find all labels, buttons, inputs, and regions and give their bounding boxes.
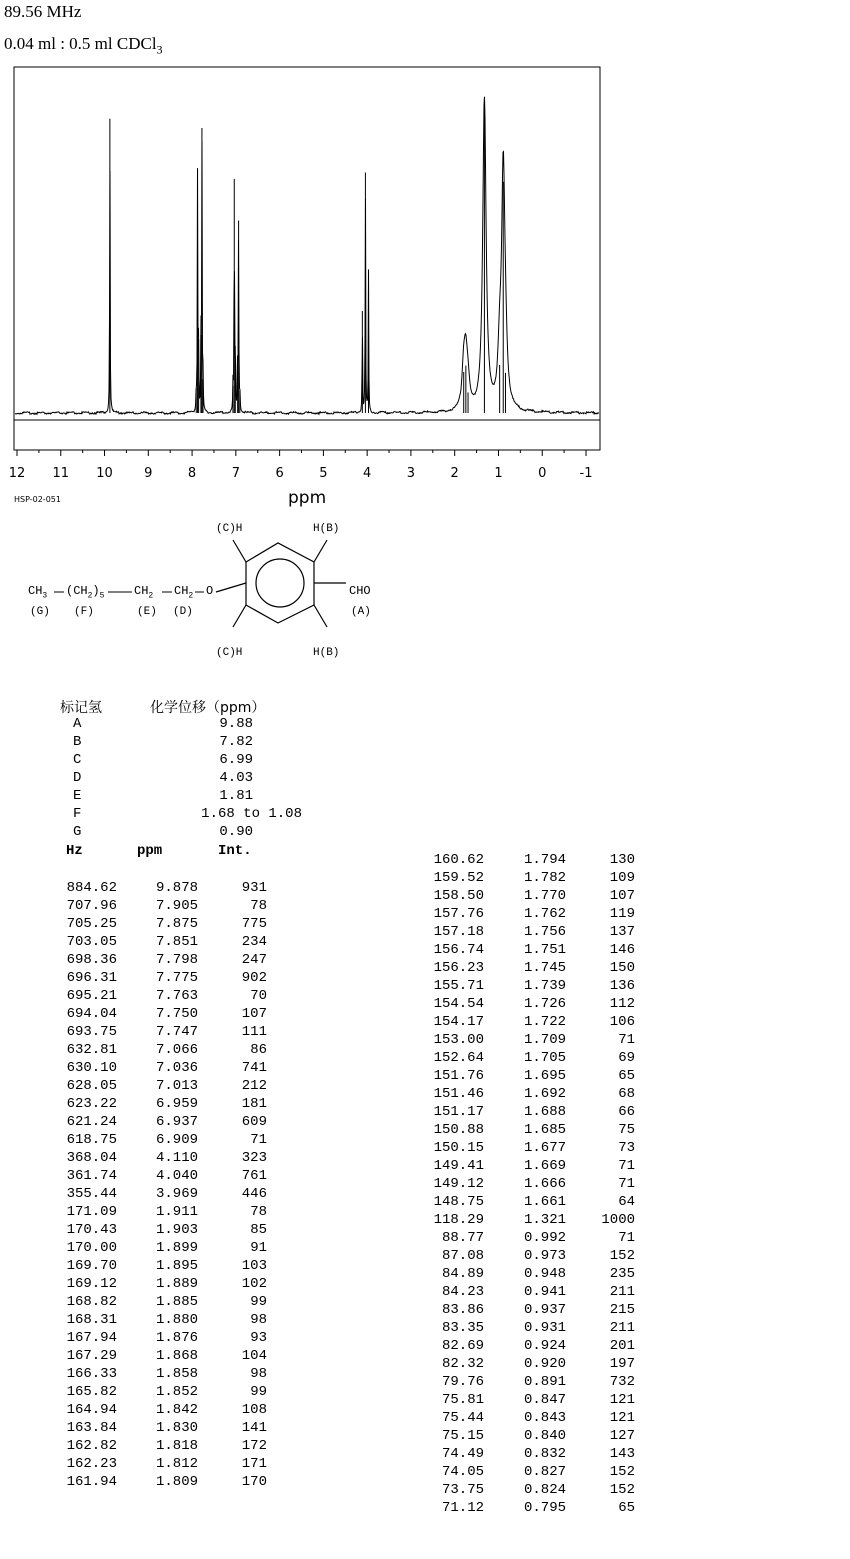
peak-int: 99 [250, 1294, 267, 1310]
peak-int: 66 [618, 1104, 635, 1120]
peak-hz: 162.82 [66, 1438, 117, 1454]
peak-ppm: 0.843 [523, 1410, 566, 1426]
ch2n-close: ) [92, 584, 100, 598]
peak-int: 93 [250, 1330, 267, 1346]
peak-ppm: 0.827 [523, 1464, 566, 1480]
assignment-shift: 4.03 [219, 770, 253, 786]
peak-int: 1000 [601, 1212, 635, 1228]
peak-ppm: 1.868 [155, 1348, 198, 1364]
peak-int: 98 [250, 1312, 267, 1328]
label-hb-bottom: H(B) [313, 647, 340, 659]
peak-hz: 154.17 [433, 1014, 484, 1030]
peak-int: 121 [609, 1392, 635, 1408]
assignment-shift: 9.88 [219, 716, 253, 732]
peak-ppm: 1.692 [523, 1086, 566, 1102]
peak-ppm: 4.040 [155, 1168, 198, 1184]
peak-int: 70 [250, 988, 267, 1004]
peak-int: 99 [250, 1384, 267, 1400]
peak-hz: 79.76 [441, 1374, 484, 1390]
peak-int: 212 [241, 1078, 267, 1094]
peak-hz: 368.04 [66, 1150, 117, 1166]
peak-int: 71 [618, 1230, 635, 1246]
peak-hz: 149.41 [433, 1158, 484, 1174]
peak-hz: 159.52 [433, 870, 484, 886]
spectrometer-frequency: 89.56 MHz [4, 2, 82, 21]
peak-hz: 150.88 [433, 1122, 484, 1138]
peak-hz: 74.05 [441, 1464, 484, 1480]
peak-ppm: 1.903 [155, 1222, 198, 1238]
peak-ppm: 6.959 [155, 1096, 198, 1112]
peak-ppm: 0.948 [523, 1266, 566, 1282]
peak-hz: 623.22 [66, 1096, 117, 1112]
peak-int: 127 [609, 1428, 635, 1444]
bond-oxygen-ring [216, 583, 246, 592]
peak-header-ppm: ppm [137, 843, 163, 859]
peak-int: 108 [241, 1402, 267, 1418]
peak-hz: 84.89 [441, 1266, 484, 1282]
sample-concentration-text: 0.04 ml : 0.5 ml CDCl [4, 34, 157, 53]
peak-int: 152 [609, 1482, 635, 1498]
ch3-sub: 3 [42, 591, 48, 601]
peak-int: 71 [618, 1158, 635, 1174]
peak-hz: 157.76 [433, 906, 484, 922]
ch2d-sub: 2 [188, 591, 194, 601]
ch2n-sub: 2 [87, 591, 93, 601]
peak-ppm: 1.745 [523, 960, 566, 976]
nmr-spectrum-chart [0, 0, 850, 520]
ch2d-text: CH [174, 584, 189, 598]
peak-hz: 630.10 [66, 1060, 117, 1076]
peak-int: 104 [241, 1348, 267, 1364]
peak-hz: 75.44 [441, 1410, 484, 1426]
peak-int: 609 [241, 1114, 267, 1130]
x-tick-label: 0 [538, 466, 547, 481]
peak-int: 446 [241, 1186, 267, 1202]
peak-header-int: Int. [218, 843, 252, 859]
peak-hz: 695.21 [66, 988, 117, 1004]
peak-ppm: 1.858 [155, 1366, 198, 1382]
ether-oxygen: O [206, 584, 214, 598]
peak-ppm: 1.695 [523, 1068, 566, 1084]
peak-ppm: 0.973 [523, 1248, 566, 1264]
peak-ppm: 1.876 [155, 1330, 198, 1346]
peak-int: 211 [609, 1320, 635, 1336]
x-tick-label: 7 [231, 466, 240, 481]
peak-ppm: 6.937 [155, 1114, 198, 1130]
peak-hz: 707.96 [66, 898, 117, 914]
peak-ppm: 1.809 [155, 1474, 198, 1490]
peak-hz: 151.17 [433, 1104, 484, 1120]
x-tick-label: 4 [363, 466, 372, 481]
peak-int: 775 [241, 916, 267, 932]
peak-hz: 167.29 [66, 1348, 117, 1364]
peak-int: 235 [609, 1266, 635, 1282]
peak-hz: 161.94 [66, 1474, 117, 1490]
peak-int: 86 [250, 1042, 267, 1058]
peak-int: 71 [618, 1032, 635, 1048]
plot-frame [14, 67, 600, 450]
peak-int: 121 [609, 1410, 635, 1426]
peak-ppm: 1.889 [155, 1276, 198, 1292]
peak-hz: 165.82 [66, 1384, 117, 1400]
x-tick-label: 6 [275, 466, 284, 481]
peak-hz: 88.77 [441, 1230, 484, 1246]
peak-int: 69 [618, 1050, 635, 1066]
assignment-label: G [73, 824, 82, 840]
peak-int: 732 [609, 1374, 635, 1390]
ch2n-n: 5 [99, 591, 105, 601]
peak-ppm: 1.688 [523, 1104, 566, 1120]
sample-subscript: 3 [156, 42, 163, 57]
x-tick-label: 12 [8, 466, 26, 481]
peak-int: 102 [241, 1276, 267, 1292]
peak-hz: 621.24 [66, 1114, 117, 1130]
peak-hz: 155.71 [433, 978, 484, 994]
peak-ppm: 7.066 [155, 1042, 198, 1058]
assignment-shift: 1.68 to 1.08 [201, 806, 302, 822]
x-tick-label: 10 [96, 466, 113, 481]
peak-hz: 149.12 [433, 1176, 484, 1192]
peak-ppm: 1.705 [523, 1050, 566, 1066]
peak-hz: 148.75 [433, 1194, 484, 1210]
peak-ppm: 1.852 [155, 1384, 198, 1400]
peak-ppm: 4.110 [155, 1150, 198, 1166]
peak-ppm: 0.795 [523, 1500, 566, 1516]
peak-int: 71 [618, 1176, 635, 1192]
peak-int: 75 [618, 1122, 635, 1138]
assignment-col-shift: 化学位移（ppm） [150, 700, 266, 716]
peak-hz: 355.44 [66, 1186, 117, 1202]
peak-hz: 150.15 [433, 1140, 484, 1156]
peak-ppm: 0.992 [523, 1230, 566, 1246]
x-tick-label: 9 [144, 466, 153, 481]
label-f: (F) [74, 606, 94, 618]
peak-int: 78 [250, 1204, 267, 1220]
peak-hz: 169.12 [66, 1276, 117, 1292]
assignment-shift: 7.82 [219, 734, 253, 750]
peak-ppm: 1.770 [523, 888, 566, 904]
peak-header-hz: Hz [66, 843, 83, 859]
ch2n-text: (CH [66, 584, 88, 598]
peak-hz: 167.94 [66, 1330, 117, 1346]
peak-int: 107 [609, 888, 635, 904]
peak-int: 136 [609, 978, 635, 994]
peak-ppm: 1.756 [523, 924, 566, 940]
label-a: (A) [351, 606, 371, 618]
peak-int: 119 [609, 906, 635, 922]
peak-hz: 118.29 [433, 1212, 484, 1228]
bond-ch-top [233, 540, 246, 562]
peak-int: 65 [618, 1500, 635, 1516]
peak-int: 741 [241, 1060, 267, 1076]
assignment-label: F [73, 806, 82, 822]
peak-int: 201 [609, 1338, 635, 1354]
peak-ppm: 1.722 [523, 1014, 566, 1030]
peak-hz: 151.76 [433, 1068, 484, 1084]
peak-ppm: 7.798 [155, 952, 198, 968]
peak-int: 931 [241, 880, 267, 896]
peak-ppm: 1.911 [155, 1204, 198, 1220]
peak-int: 85 [250, 1222, 267, 1238]
peak-int: 197 [609, 1356, 635, 1372]
peak-int: 211 [609, 1284, 635, 1300]
peak-hz: 164.94 [66, 1402, 117, 1418]
peak-ppm: 1.685 [523, 1122, 566, 1138]
x-tick-label: 5 [319, 466, 328, 481]
peak-hz: 170.00 [66, 1240, 117, 1256]
assignment-label: A [73, 716, 82, 732]
x-tick-label: 3 [406, 466, 416, 481]
label-d: (D) [173, 606, 193, 618]
peak-ppm: 7.013 [155, 1078, 198, 1094]
peak-int: 65 [618, 1068, 635, 1084]
peak-int: 323 [241, 1150, 267, 1166]
peak-ppm: 7.763 [155, 988, 198, 1004]
peak-ppm: 9.878 [155, 880, 198, 896]
peak-hz: 83.35 [441, 1320, 484, 1336]
label-e: (E) [137, 606, 157, 618]
peak-ppm: 0.941 [523, 1284, 566, 1300]
x-tick-label: 11 [52, 466, 70, 481]
peak-ppm: 7.875 [155, 916, 198, 932]
peak-hz: 163.84 [66, 1420, 117, 1436]
peak-hz: 170.43 [66, 1222, 117, 1238]
group-e-ch2 [134, 584, 153, 600]
peak-hz: 168.82 [66, 1294, 117, 1310]
peak-int: 98 [250, 1366, 267, 1382]
peak-ppm: 0.847 [523, 1392, 566, 1408]
aromatic-circle [256, 559, 304, 607]
peak-int: 107 [241, 1006, 267, 1022]
peak-ppm: 1.830 [155, 1420, 198, 1436]
peak-hz: 75.15 [441, 1428, 484, 1444]
peak-ppm: 1.818 [155, 1438, 198, 1454]
peak-ppm: 1.666 [523, 1176, 566, 1192]
peak-hz: 628.05 [66, 1078, 117, 1094]
peak-hz: 84.23 [441, 1284, 484, 1300]
peak-hz: 71.12 [441, 1500, 484, 1516]
assignment-label: C [73, 752, 82, 768]
ch2e-text: CH [134, 584, 149, 598]
peak-hz: 74.49 [441, 1446, 484, 1462]
peak-hz: 154.54 [433, 996, 484, 1012]
peak-int: 215 [609, 1302, 635, 1318]
peak-int: 152 [609, 1248, 635, 1264]
peak-ppm: 1.812 [155, 1456, 198, 1472]
peak-int: 141 [241, 1420, 267, 1436]
peak-ppm: 7.036 [155, 1060, 198, 1076]
ch3-text: CH [28, 584, 43, 598]
label-hb-top: H(B) [313, 523, 340, 535]
peak-ppm: 3.969 [155, 1186, 198, 1202]
peak-ppm: 7.750 [155, 1006, 198, 1022]
peak-hz: 705.25 [66, 916, 117, 932]
peak-hz: 703.05 [66, 934, 117, 950]
label-ch-bottom: (C)H [216, 647, 243, 659]
peak-int: 112 [609, 996, 635, 1012]
peak-int: 106 [609, 1014, 635, 1030]
peak-int: 130 [609, 852, 635, 868]
x-axis-ticks [9, 450, 593, 481]
bond-hb-bottom [314, 605, 327, 627]
peak-hz: 153.00 [433, 1032, 484, 1048]
peak-hz: 82.69 [441, 1338, 484, 1354]
peak-ppm: 0.824 [523, 1482, 566, 1498]
peak-ppm: 0.840 [523, 1428, 566, 1444]
x-tick-label: 8 [187, 466, 197, 481]
x-tick-label: 1 [494, 466, 503, 481]
peak-ppm: 0.924 [523, 1338, 566, 1354]
group-g-ch3 [28, 584, 47, 600]
peak-int: 902 [241, 970, 267, 986]
benzene-ring [246, 543, 314, 623]
peak-hz: 162.23 [66, 1456, 117, 1472]
peak-ppm: 1.794 [523, 852, 566, 868]
peak-int: 137 [609, 924, 635, 940]
peak-int: 150 [609, 960, 635, 976]
peak-ppm: 0.891 [523, 1374, 566, 1390]
peak-int: 234 [241, 934, 267, 950]
peak-int: 172 [241, 1438, 267, 1454]
peak-ppm: 0.920 [523, 1356, 566, 1372]
peak-ppm: 0.937 [523, 1302, 566, 1318]
peak-hz: 156.23 [433, 960, 484, 976]
peak-ppm: 1.782 [523, 870, 566, 886]
peak-ppm: 7.775 [155, 970, 198, 986]
peak-ppm: 1.899 [155, 1240, 198, 1256]
peak-ppm: 1.321 [523, 1212, 566, 1228]
peak-hz: 696.31 [66, 970, 117, 986]
peak-int: 181 [241, 1096, 267, 1112]
assignment-shift: 0.90 [219, 824, 253, 840]
peak-ppm: 1.726 [523, 996, 566, 1012]
peak-hz: 168.31 [66, 1312, 117, 1328]
peak-hz: 156.74 [433, 942, 484, 958]
assignment-col-label: 标记氢 [60, 700, 102, 716]
peak-ppm: 1.669 [523, 1158, 566, 1174]
assignment-label: B [73, 734, 82, 750]
peak-ppm: 1.895 [155, 1258, 198, 1274]
peak-hz: 171.09 [66, 1204, 117, 1220]
peak-ppm: 7.747 [155, 1024, 198, 1040]
peak-int: 143 [609, 1446, 635, 1462]
peak-hz: 157.18 [433, 924, 484, 940]
peak-int: 78 [250, 898, 267, 914]
peak-hz: 83.86 [441, 1302, 484, 1318]
assignment-shift: 1.81 [219, 788, 253, 804]
peak-hz: 169.70 [66, 1258, 117, 1274]
peak-ppm: 7.851 [155, 934, 198, 950]
peak-int: 171 [241, 1456, 267, 1472]
peak-ppm: 1.880 [155, 1312, 198, 1328]
peak-ppm: 1.751 [523, 942, 566, 958]
ch2e-sub: 2 [148, 591, 154, 601]
peak-int: 170 [241, 1474, 267, 1490]
peak-ppm: 1.709 [523, 1032, 566, 1048]
aldehyde-group: CHO [349, 584, 371, 598]
peak-ppm: 6.909 [155, 1132, 198, 1148]
spectrum-code: HSP-02-051 [14, 495, 61, 504]
peak-ppm: 1.885 [155, 1294, 198, 1310]
peak-hz: 694.04 [66, 1006, 117, 1022]
peak-hz: 152.64 [433, 1050, 484, 1066]
peak-hz: 87.08 [441, 1248, 484, 1264]
label-ch-top: (C)H [216, 523, 243, 535]
x-tick-label: 2 [450, 466, 459, 481]
assignment-label: E [73, 788, 82, 804]
peak-hz: 82.32 [441, 1356, 484, 1372]
peak-int: 91 [250, 1240, 267, 1256]
bond-ch-bottom [233, 605, 246, 627]
peak-ppm: 0.832 [523, 1446, 566, 1462]
peak-ppm: 1.842 [155, 1402, 198, 1418]
peak-hz: 618.75 [66, 1132, 117, 1148]
peak-hz: 75.81 [441, 1392, 484, 1408]
peak-ppm: 0.931 [523, 1320, 566, 1336]
peak-hz: 632.81 [66, 1042, 117, 1058]
peak-hz: 73.75 [441, 1482, 484, 1498]
peak-hz: 361.74 [66, 1168, 117, 1184]
assignment-label: D [73, 770, 82, 786]
peak-ppm: 1.762 [523, 906, 566, 922]
peak-int: 109 [609, 870, 635, 886]
peak-int: 146 [609, 942, 635, 958]
peak-int: 111 [241, 1024, 267, 1040]
peak-ppm: 1.661 [523, 1194, 566, 1210]
peak-int: 103 [241, 1258, 267, 1274]
peak-int: 152 [609, 1464, 635, 1480]
peak-hz: 166.33 [66, 1366, 117, 1382]
peak-hz: 693.75 [66, 1024, 117, 1040]
peak-ppm: 1.739 [523, 978, 566, 994]
label-g: (G) [30, 606, 50, 618]
peak-int: 71 [250, 1132, 267, 1148]
peak-hz: 698.36 [66, 952, 117, 968]
peak-ppm: 7.905 [155, 898, 198, 914]
peak-int: 73 [618, 1140, 635, 1156]
x-tick-label: -1 [579, 466, 593, 481]
peak-int: 64 [618, 1194, 635, 1210]
group-f-ch2n [66, 584, 104, 600]
x-axis-label: ppm [288, 488, 327, 508]
peak-hz: 160.62 [433, 852, 484, 868]
assignment-shift: 6.99 [219, 752, 253, 768]
bond-hb-top [314, 540, 327, 562]
peak-int: 68 [618, 1086, 635, 1102]
peak-int: 247 [241, 952, 267, 968]
peak-int: 761 [241, 1168, 267, 1184]
peak-hz: 884.62 [66, 880, 117, 896]
peak-ppm: 1.677 [523, 1140, 566, 1156]
peak-hz: 158.50 [433, 888, 484, 904]
group-d-ch2 [174, 584, 193, 600]
peak-hz: 151.46 [433, 1086, 484, 1102]
